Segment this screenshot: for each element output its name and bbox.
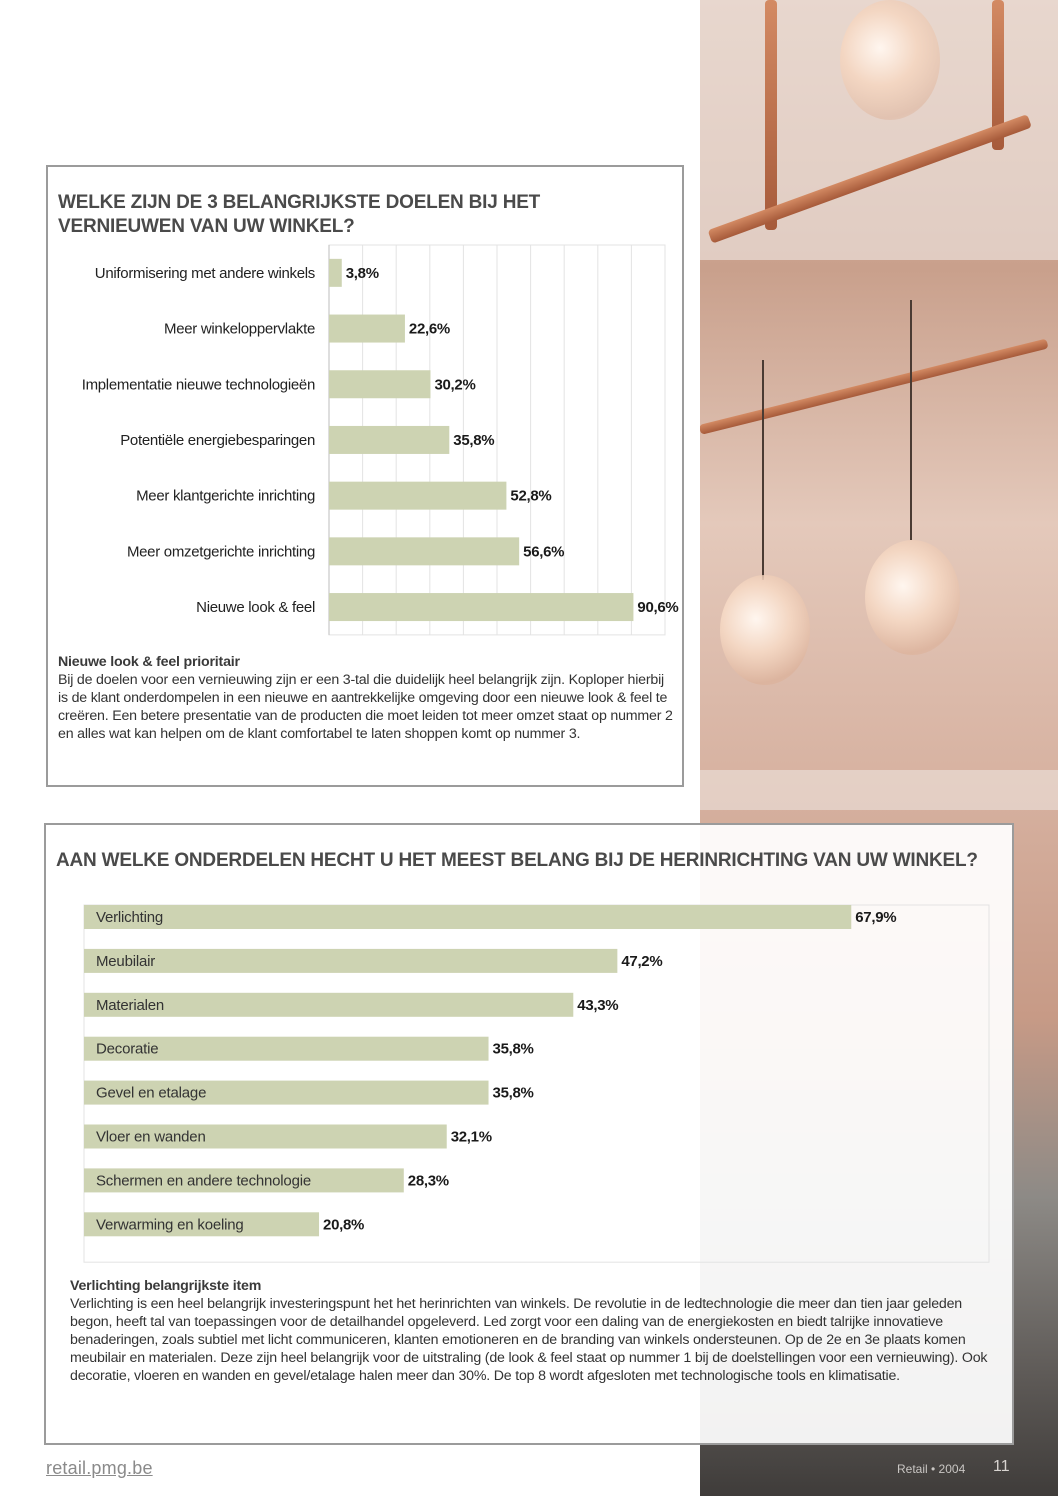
chart1-value-label: 3,8% <box>345 264 379 282</box>
chart1-description <box>58 653 673 743</box>
chart2-category-label: Decoratie <box>96 1040 159 1058</box>
chart2-category-label: Schermen en andere technologie <box>96 1172 311 1190</box>
copper-pipe <box>765 0 777 230</box>
chart2-category-label: Meubilair <box>96 952 156 970</box>
chart2-category-label: Gevel en etalage <box>96 1084 207 1102</box>
chart2-value-label: 35,8% <box>492 1040 534 1058</box>
chart1-description-heading: Nieuwe look & feel prioritair <box>58 654 240 670</box>
chart1-description-body: Bij de doelen voor een vernieuwing zijn er een 3-tal die duidelijk heel belangrijk zijn. Koploper hierbij is de klant onderdompelen in een nieuwe en aantrekkelijke omgeving door een nieuwe look & feel te creëren. Een betere presentatie van de producten die moet leiden tot meer omzet staat op nummer 2 en alles wat kan helpen om de klant comfortabel te laten shoppen komt op nummer 3. <box>58 672 673 742</box>
chart2-value-label: 43,3% <box>577 996 619 1014</box>
lamp-wire <box>762 360 764 580</box>
footer-page-number: 11 <box>993 1458 1010 1475</box>
chart2-bar <box>84 949 617 973</box>
chart2-description <box>70 1277 995 1385</box>
counter-edge <box>700 770 1058 810</box>
lamp-wire <box>910 300 912 540</box>
chart1-category-label: Meer omzetgerichte inrichting <box>126 543 315 561</box>
chart2-value-label: 20,8% <box>323 1216 365 1234</box>
chart2-category-label: Vloer en wanden <box>96 1128 206 1146</box>
chart1-value-label: 90,6% <box>637 599 679 617</box>
survey-panel-components <box>44 823 1014 1445</box>
chart2-value-label: 67,9% <box>855 909 897 926</box>
chart1-value-label: 30,2% <box>434 376 476 394</box>
chart1-bar <box>329 315 405 343</box>
light-bulb <box>720 575 810 685</box>
chart1-bar <box>329 537 519 565</box>
footer-website-link[interactable]: retail.pmg.be <box>46 1458 153 1478</box>
chart2-description-body: Verlichting is een heel belangrijk investeringspunt het het herinrichten van winkels. De revolutie in de ledtechnologie die meer dan tien jaar geleden begon, heeft tal van toepassingen voor de detailhandel opgeleverd. Led zorgt voor een daling van de energiekosten en biedt talrijke innovatieve benaderingen, zoals subtiel met licht communiceren, klanten emotioneren en de branding van winkels ondersteunen. Op de 2e en 3e plaats komen meubilair en materialen. Deze zijn heel belangrijk voor de uitstraling (de look & feel staat op nummer 1 bij de doelstellingen voor een vernieuwing). Ook decoratie, vloeren en wanden en gevel/etalage halen meer dan 30%. De top 8 wordt afgesloten met technologische tools en klimatisatie. <box>70 1296 988 1384</box>
chart1-value-label: 35,8% <box>453 431 495 449</box>
chart1-category-label: Potentiële energiebesparingen <box>120 431 315 449</box>
chart1-category-label: Implementatie nieuwe technologieën <box>81 376 315 394</box>
chart1-goals-bar-chart <box>48 167 684 647</box>
chart1-bar <box>329 482 506 510</box>
chart1-bar <box>329 593 633 621</box>
chart1-bar <box>329 370 430 398</box>
chart1-value-label: 56,6% <box>523 543 565 561</box>
light-bulb <box>840 0 940 120</box>
chart2-value-label: 47,2% <box>621 952 663 970</box>
chart1-category-label: Meer klantgerichte inrichting <box>136 487 315 505</box>
chart2-category-label: Verwarming en koeling <box>96 1216 244 1234</box>
footer-publication: Retail • 2004 <box>897 1462 966 1476</box>
chart2-bar <box>84 905 851 929</box>
chart1-title: WELKE ZIJN DE 3 BELANGRIJKSTE DOELEN BIJ HET VERNIEUWEN VAN UW WINKEL? <box>58 192 541 237</box>
chart2-value-label: 28,3% <box>407 1172 449 1190</box>
chart1-category-label: Nieuwe look & feel <box>196 599 315 617</box>
chart1-bar <box>329 426 449 454</box>
chart2-components-bar-chart <box>46 825 1012 1265</box>
light-bulb <box>865 540 960 655</box>
chart2-title: AAN WELKE ONDERDELEN HECHT U HET MEEST BELANG BIJ DE HERINRICHTING VAN UW WINKEL? <box>56 850 978 871</box>
chart1-value-label: 22,6% <box>408 320 450 338</box>
chart2-category-label: Materialen <box>96 996 165 1014</box>
chart2-category-label: Verlichting <box>96 909 164 926</box>
chart1-category-label: Uniformisering met andere winkels <box>94 264 315 282</box>
chart2-description-heading: Verlichting belangrijkste item <box>70 1278 262 1294</box>
chart1-value-label: 52,8% <box>510 487 552 505</box>
chart2-value-label: 32,1% <box>450 1128 492 1146</box>
survey-panel-goals <box>46 165 684 787</box>
copper-pipe <box>700 339 1049 435</box>
chart1-bar <box>329 259 342 287</box>
chart2-value-label: 35,8% <box>492 1084 534 1102</box>
chart1-category-label: Meer winkeloppervlakte <box>164 320 315 338</box>
